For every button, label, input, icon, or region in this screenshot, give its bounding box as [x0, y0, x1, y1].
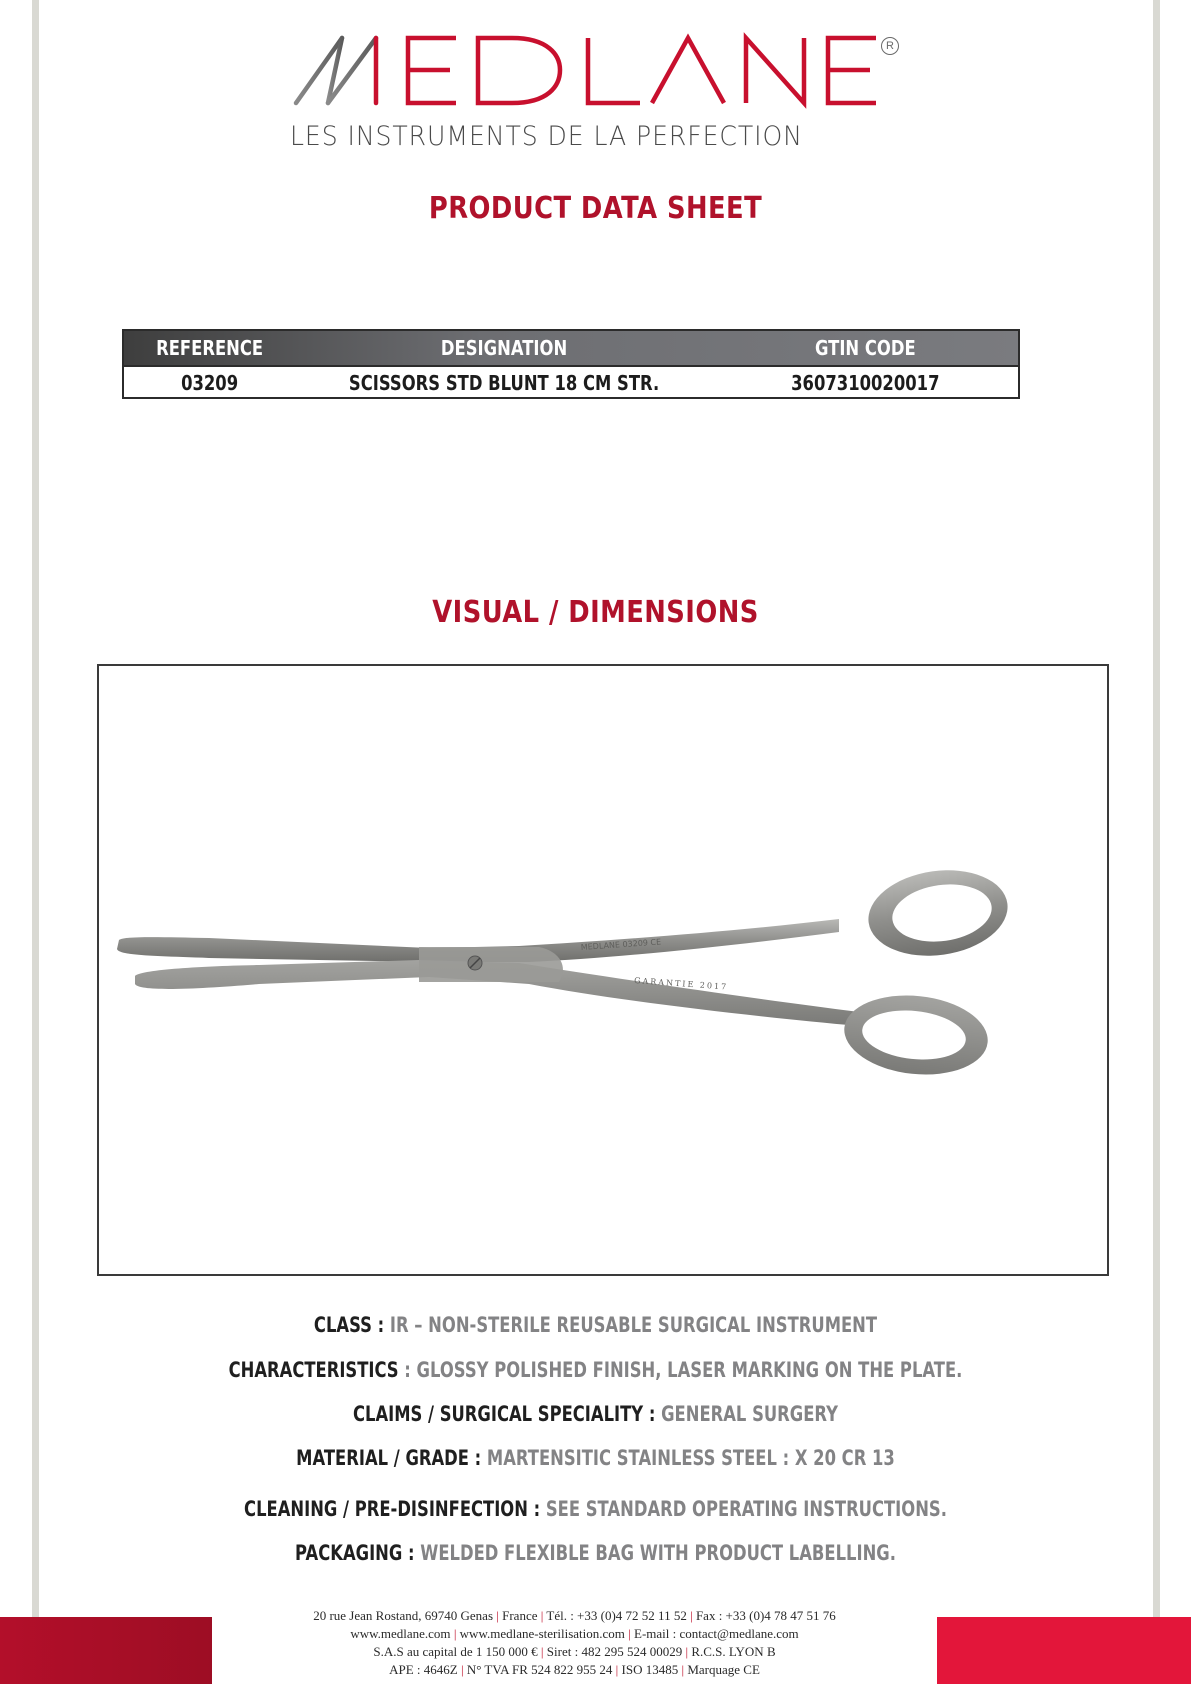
table-header: [124, 331, 1018, 365]
spec-packaging-label: PACKAGING :: [295, 1541, 415, 1565]
spec-packaging-value: WELDED FLEXIBLE BAG WITH PRODUCT LABELLING.: [420, 1541, 896, 1565]
footer-email[interactable]: E-mail : contact@medlane.com: [634, 1626, 799, 1641]
medlane-logo: [290, 30, 902, 155]
engraving-brand: MEDLANE 03209 CE: [580, 937, 662, 952]
footer-right-bar: [937, 1617, 1191, 1684]
footer-link-sterilisation[interactable]: www.medlane-sterilisation.com: [459, 1626, 625, 1641]
spec-cleaning-label: CLEANING / PRE-DISINFECTION :: [244, 1497, 541, 1521]
left-border-bar: [32, 0, 39, 1618]
spec-cleaning-value: SEE STANDARD OPERATING INSTRUCTIONS.: [545, 1497, 947, 1521]
spec-claims: [131, 1402, 1060, 1426]
page-title: PRODUCT DATA SHEET: [428, 191, 763, 226]
spec-class-value: IR – NON-STERILE REUSABLE SURGICAL INSTRUMENT: [389, 1313, 878, 1337]
spec-claims-value: GENERAL SURGERY: [661, 1402, 838, 1426]
table-row: [124, 365, 1018, 399]
spec-material: [131, 1446, 1060, 1470]
right-border-bar: [1153, 0, 1160, 1618]
spec-class-label: CLASS :: [313, 1313, 385, 1337]
header-designation: DESIGNATION: [441, 336, 568, 360]
cell-gtin: 3607310020017: [791, 371, 940, 395]
registered-mark: R: [881, 37, 899, 55]
spec-characteristics-label: CHARACTERISTICS: [228, 1358, 399, 1382]
spec-material-label: MATERIAL / GRADE :: [296, 1446, 482, 1470]
spec-characteristics: [131, 1358, 1060, 1382]
section-title-visual: VISUAL / DIMENSIONS: [432, 595, 759, 630]
header-reference: REFERENCE: [156, 336, 264, 360]
spec-cleaning: [131, 1497, 1060, 1521]
footer-left-bar: [0, 1617, 212, 1684]
spec-characteristics-value: : GLOSSY POLISHED FINISH, LASER MARKING ON THE PLATE.: [404, 1358, 963, 1382]
cell-reference: 03209: [181, 371, 239, 395]
company-footer: [212, 1607, 937, 1679]
spec-packaging: [131, 1541, 1060, 1565]
footer-line-legal: S.A.S au capital de 1 150 000 € | Siret : 482 295 524 00029 | R.C.S. LYON B: [373, 1644, 776, 1659]
footer-line-address: 20 rue Jean Rostand, 69740 Genas | France | Tél. : +33 (0)4 72 52 11 52 | Fax : +33 (0)4 78 47 51 76: [313, 1608, 836, 1623]
product-visual-frame: [97, 664, 1109, 1276]
header-gtin: GTIN CODE: [815, 336, 917, 360]
reference-table: [122, 329, 1020, 399]
scissors-image: [99, 666, 1107, 1274]
spec-claims-label: CLAIMS / SURGICAL SPECIALITY :: [352, 1402, 656, 1426]
footer-link-medlane[interactable]: www.medlane.com: [350, 1626, 451, 1641]
engraving-guarantee: GARANTIE 2017: [633, 976, 729, 992]
spec-class: [131, 1313, 1060, 1337]
brand-tagline: LES INSTRUMENTS DE LA PERFECTION: [290, 121, 803, 152]
footer-line-web: www.medlane.com | www.medlane-sterilisation.com | E-mail : contact@medlane.com: [350, 1626, 799, 1641]
spec-material-value: MARTENSITIC STAINLESS STEEL : X 20 CR 13: [486, 1446, 895, 1470]
footer-line-registration: APE : 4646Z | N° TVA FR 524 822 955 24 | ISO 13485 | Marquage CE: [389, 1662, 760, 1677]
cell-designation: SCISSORS STD BLUNT 18 CM STR.: [349, 371, 660, 395]
